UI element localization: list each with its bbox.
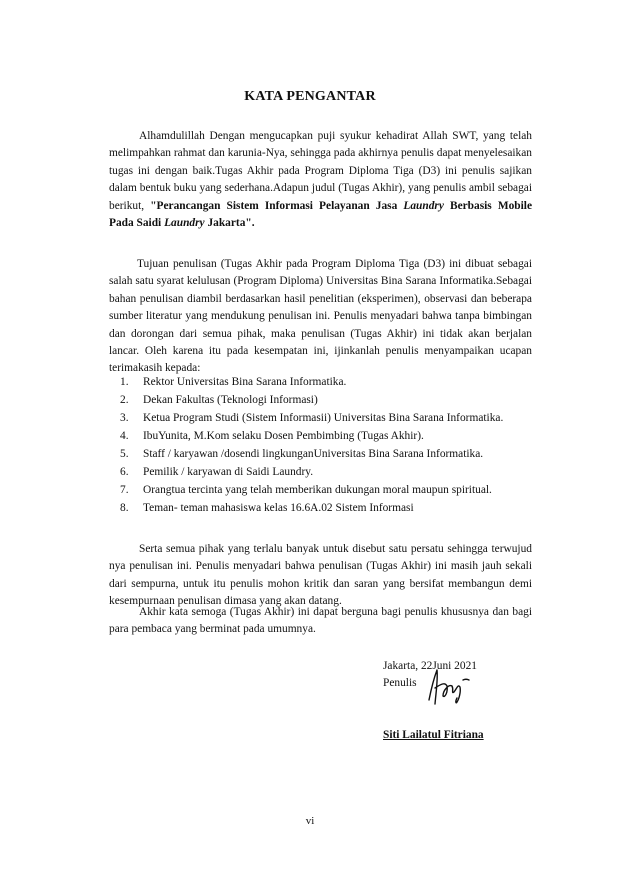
thesis-title-part-3: Jakarta". [204, 217, 255, 230]
place-date: Jakarta, 22Juni 2021 [383, 660, 477, 672]
list-item-text: Dekan Fakultas (Teknologi Informasi) [143, 394, 318, 406]
thanks-list [120, 373, 530, 517]
list-item-number: 3. [120, 412, 129, 424]
paragraph-final-text: Akhir kata semoga (Tugas Akhir) ini dapat berguna bagi penulis khususnya dan bagi para pembaca yang berminat pada umumnya. [109, 606, 532, 636]
page-number: vi [305, 815, 315, 827]
paragraph-opening-text: Alhamdulillah Dengan mengucapkan puji syukur kehadirat Allah SWT, yang telah melimpahkan rahmat dan karunia-Nya, sehingga pada akhirnya penulis dapat menyelesaikan tugas ini dengan baik.Tugas Akhir pada Program Diploma Tiga (D3) ini penulis sajikan dalam bentuk buku yang sederhana.Adapun judul (Tugas Akhir), yang penulis ambil sebagai berikut, [109, 130, 532, 212]
list-item [120, 427, 530, 445]
handwritten-signature [421, 666, 473, 708]
list-item [120, 409, 530, 427]
list-item [120, 481, 530, 499]
list-item-number: 5. [120, 448, 129, 460]
list-item-number: 7. [120, 484, 129, 496]
list-item [120, 373, 530, 391]
paragraph-closing-text: Serta semua pihak yang terlalu banyak untuk disebut satu persatu sehingga terwujud nya penulisan ini. Penulis menyadari bahwa penulisan (Tugas Akhir) ini masih jauh sekali dari sempurna, untuk itu penulis mohon kritik dan saran yang bersifat membangun demi kesempurnaan penulisan dimasa yang akan datang. [109, 543, 532, 608]
paragraph-closing [109, 541, 532, 611]
list-item-text: Rektor Universitas Bina Sarana Informatika. [143, 376, 347, 388]
list-item-text: Ketua Program Studi (Sistem Informasii) Universitas Bina Sarana Informatika. [143, 412, 504, 424]
page-title: KATA PENGANTAR [244, 89, 376, 104]
thesis-title-laundry-1: Laundry [403, 199, 444, 212]
list-item [120, 391, 530, 409]
author-role: Penulis [383, 677, 417, 689]
list-item-number: 8. [120, 502, 129, 514]
list-item-number: 1. [120, 376, 129, 388]
list-item-text: Teman- teman mahasiswa kelas 16.6A.02 Sistem Informasi [143, 502, 414, 514]
list-item-text: Pemilik / karyawan di Saidi Laundry. [143, 466, 314, 478]
list-item [120, 499, 530, 517]
paragraph-purpose-text: Tujuan penulisan (Tugas Akhir pada Program Diploma Tiga (D3) ini dibuat sebagai salah satu syarat kelulusan (Program Diploma) Universitas Bina Sarana Informatika.Sebagai bahan penulisan diambil berdasarkan hasil penelitian (eksperimen), observasi dan beberapa sumber literatur yang mendukung penulisan ini. Penulis menyadari bahwa tanpa bimbingan dan dorongan dari semua pihak, maka penulisan (Tugas Akhir) ini tidak akan berjalan lancar. Oleh karena itu pada kesempatan ini, ijinkanlah penulis menyampaikan ucapan terimakasih kepada: [109, 258, 532, 375]
list-item-number: 6. [120, 466, 129, 478]
thesis-title-part-1: "Perancangan Sistem Informasi Pelayanan Jasa [150, 199, 404, 212]
list-item-text: Orangtua tercinta yang telah memberikan dukungan moral maupun spiritual. [143, 484, 492, 496]
list-item-number: 2. [120, 394, 129, 406]
author-name: Siti Lailatul Fitriana [383, 729, 484, 741]
list-item [120, 463, 530, 481]
list-item-number: 4. [120, 430, 129, 442]
list-item [120, 445, 530, 463]
thesis-title-part-2: Berbasis Mobile Pada Saidi [109, 199, 532, 230]
paragraph-final [109, 604, 532, 639]
list-item-text: Staff / karyawan /dosendi lingkunganUniversitas Bina Sarana Informatika. [143, 448, 484, 460]
thesis-title-laundry-2: Laundry [164, 217, 205, 230]
paragraph-opening [109, 128, 532, 232]
list-item-text: IbuYunita, M.Kom selaku Dosen Pembimbing (Tugas Akhir). [143, 430, 424, 442]
paragraph-purpose [109, 256, 532, 378]
